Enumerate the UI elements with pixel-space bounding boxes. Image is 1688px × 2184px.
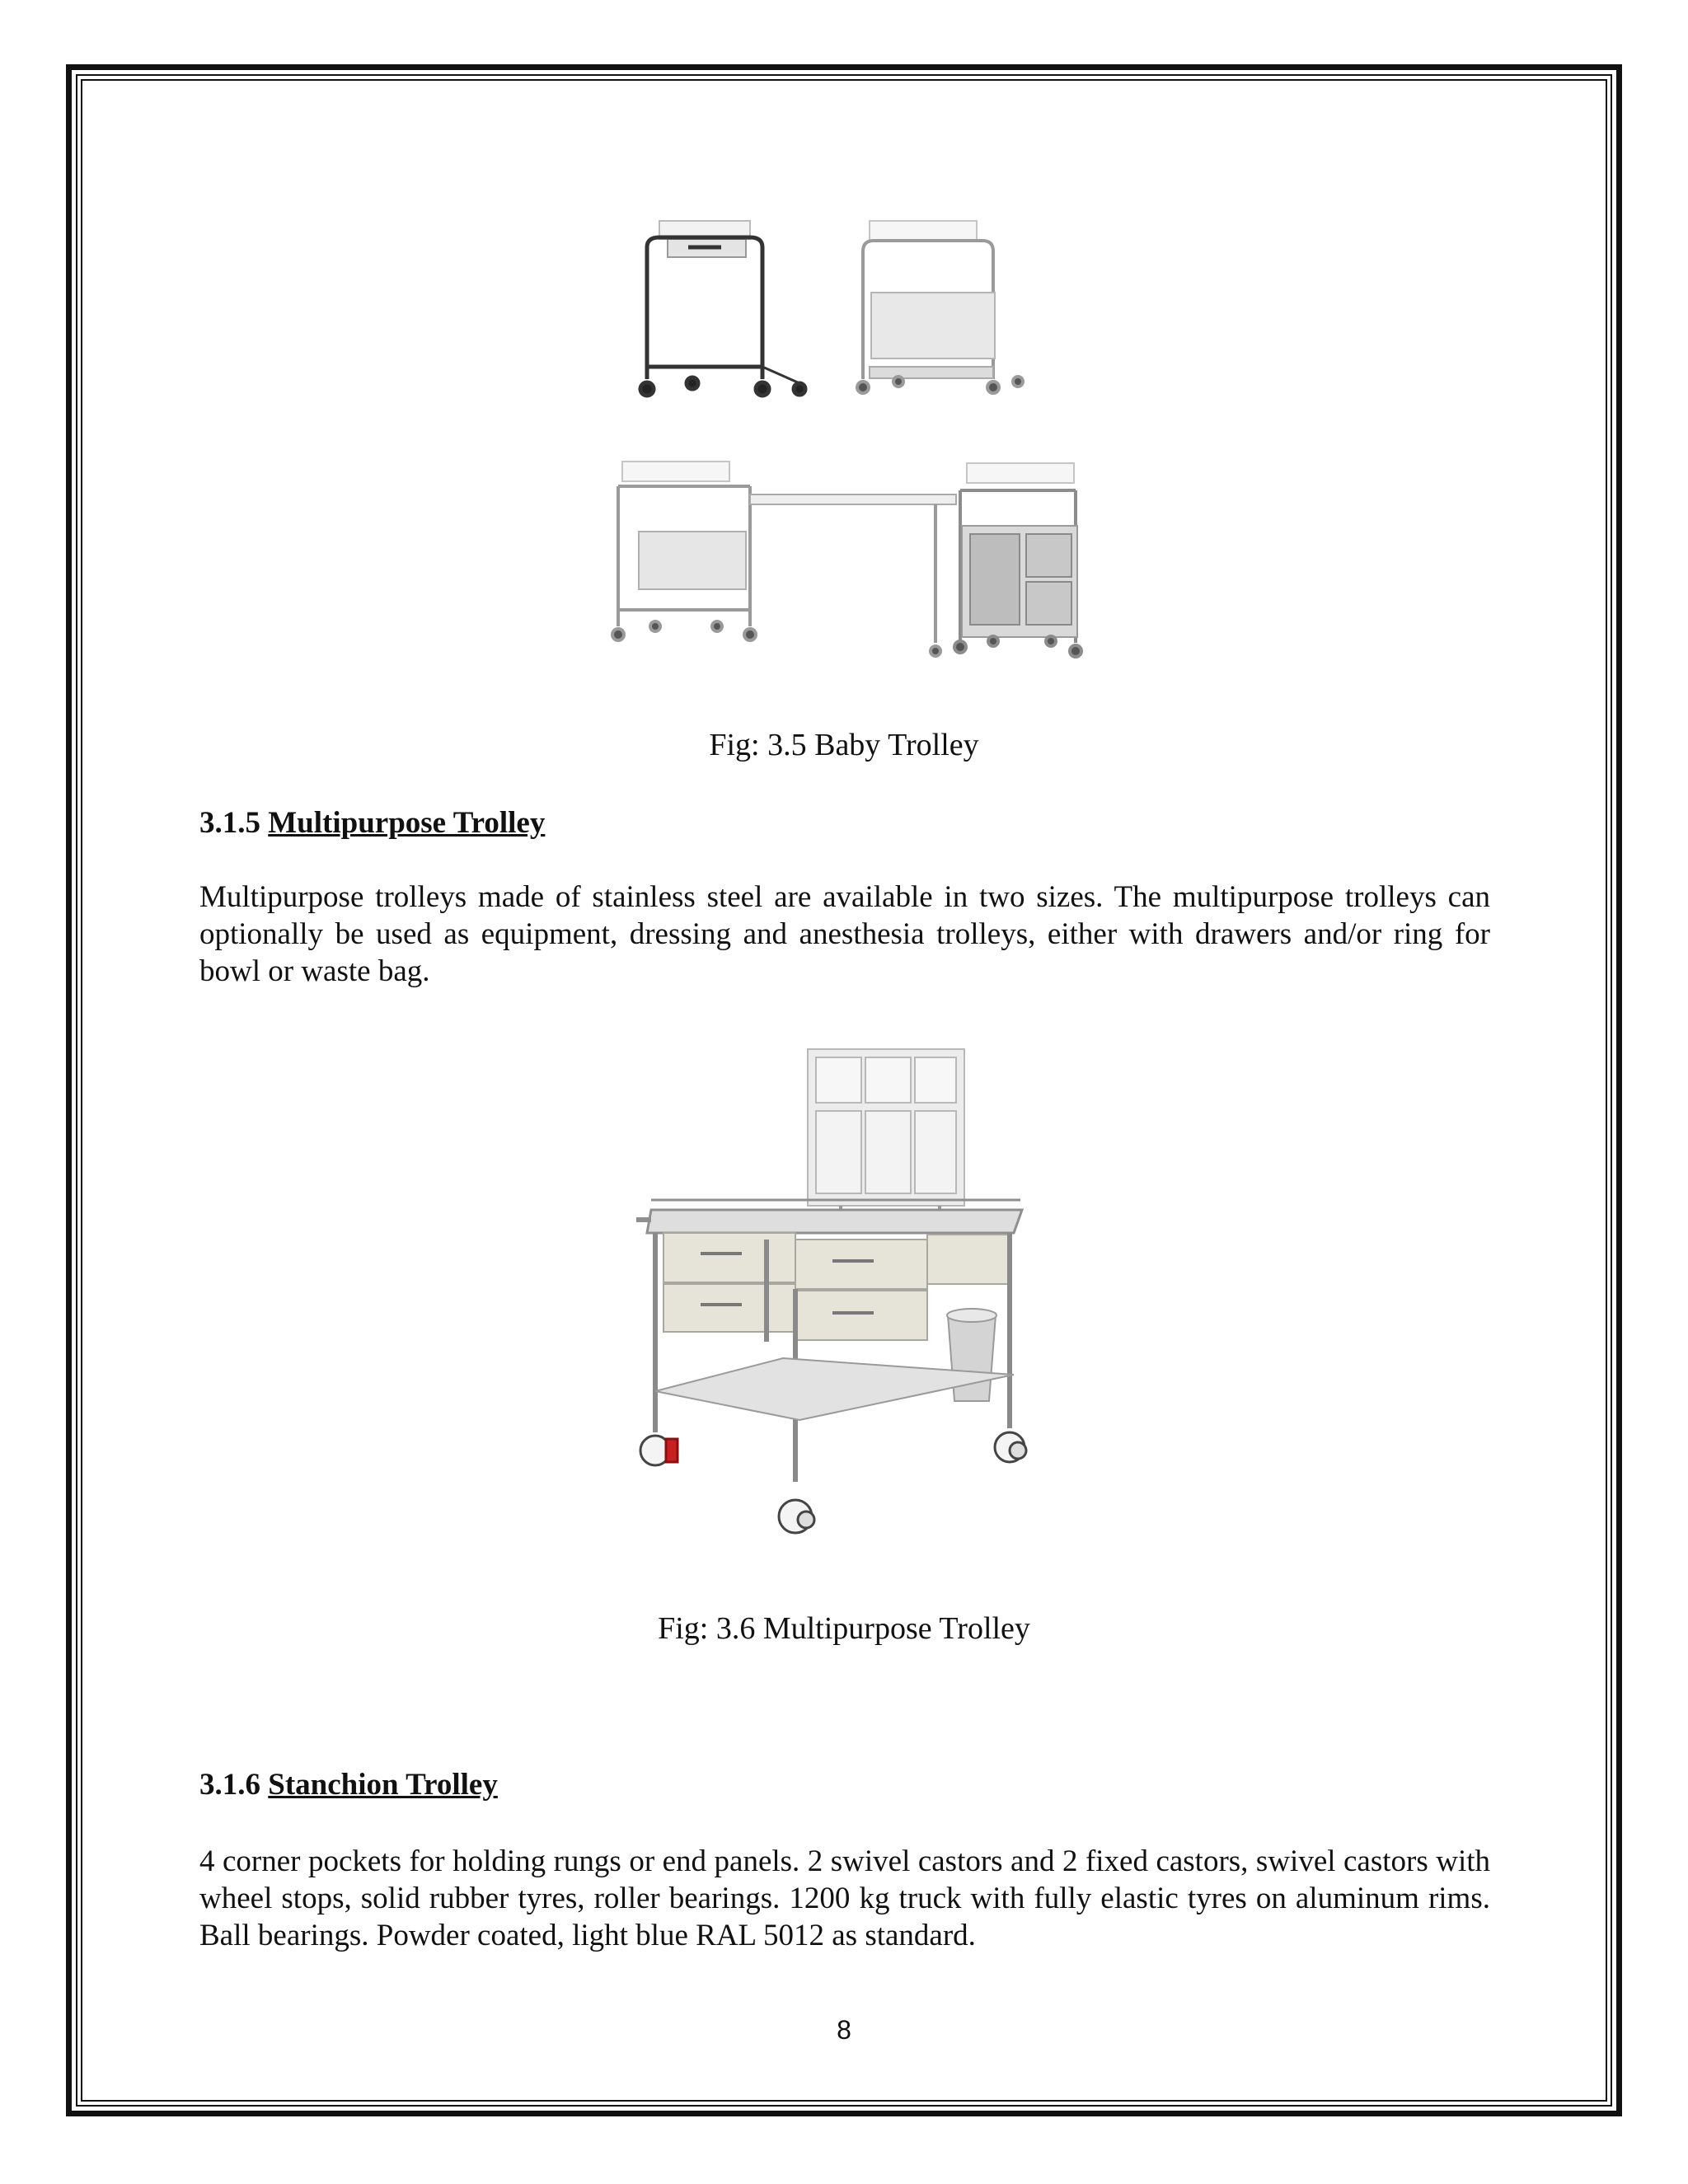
figure-caption: Fig: 3.6 Multipurpose Trolley	[658, 1611, 1030, 1646]
baby-trolley-with-table	[612, 462, 956, 656]
section-paragraph: Multipurpose trolleys made of stainless steel are available in two sizes. The multipurpose trolleys can optionally be used as equipment, dressing and anesthesia trolleys, either with drawers and/or ring for bowl or waste bag.	[199, 880, 1490, 988]
baby-trolley-drawer	[857, 221, 1023, 393]
section-number: 3.1.5	[199, 806, 260, 840]
section-heading	[199, 1767, 498, 1802]
section-heading	[199, 805, 545, 841]
multipurpose-trolley-figure	[626, 1045, 1071, 1556]
section-number: 3.1.6	[199, 1768, 260, 1802]
section-title: Multipurpose Trolley	[268, 806, 546, 840]
page-number: 8	[837, 2015, 851, 2045]
baby-trolley-figure	[606, 214, 1084, 684]
figure-caption: Fig: 3.5 Baby Trolley	[709, 728, 979, 762]
section-paragraph: 4 corner pockets for holding rungs or end panels. 2 swivel castors and 2 fixed castors, swivel castors with wheel stops, solid rubber tyres, roller bearings. 1200 kg truck with fully elastic tyres on aluminum rims. Ball bearings. Powder coated, light blue RAL 5012 as standard.	[199, 1844, 1490, 1952]
castor-wheels	[640, 1432, 1026, 1533]
baby-trolley-dark	[640, 221, 805, 396]
section-title: Stanchion Trolley	[268, 1768, 498, 1802]
baby-trolley-cabinet	[954, 463, 1081, 657]
